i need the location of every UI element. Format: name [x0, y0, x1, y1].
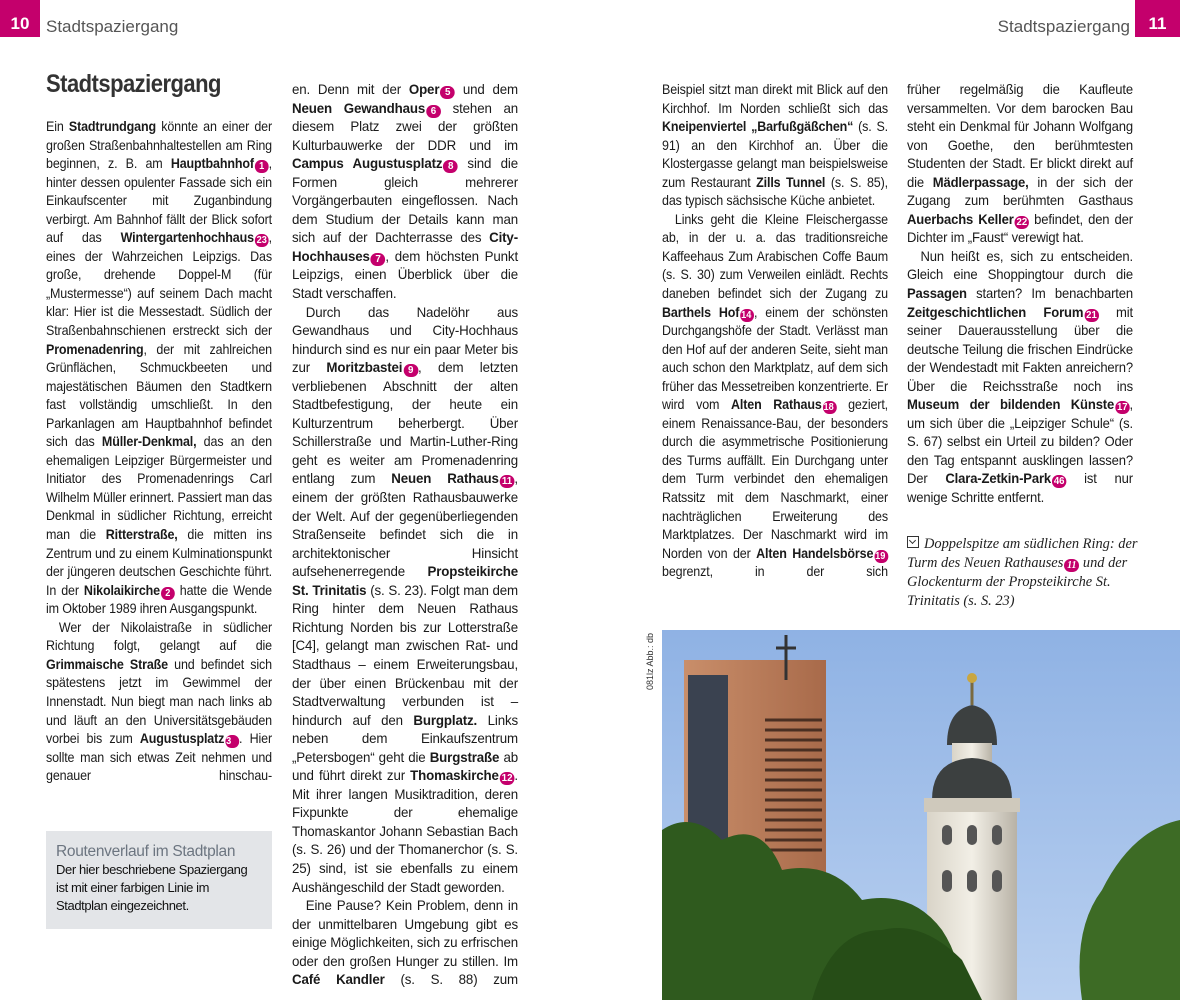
location-marker: 17: [1116, 402, 1128, 414]
place-name: Ritterstraße,: [105, 527, 178, 543]
place-name: Passagen: [907, 286, 967, 302]
location-marker: 14: [740, 309, 754, 322]
place-name: Zeitgeschichtlichen Forum: [907, 304, 1084, 320]
place-name: Barthels Hof: [662, 304, 740, 320]
place-name: Mädlerpassage,: [932, 174, 1029, 190]
place-name: Burgplatz.: [413, 712, 478, 728]
info-box-body: Der hier beschriebene Spaziergang ist mit einer farbigen Linie im Stadtplan eingezeichnet.: [56, 862, 248, 913]
place-name: Neuen Rathaus: [391, 471, 499, 487]
place-name: Promenadenring: [46, 341, 144, 357]
location-marker: 46: [1053, 476, 1065, 488]
place-name: City-Hochhauses: [292, 230, 518, 264]
caption-text-end: und der Glockenturm der Propsteikirche St. Trinitatis (s. S. 23): [907, 555, 1128, 609]
paragraph: Durch das Nadelöhr aus Gewandhaus und City-Hochhaus hindurch sind es nur ein paar Meter bis zur Moritzbastei 9 , dem letzten verbliebenen Abschnitt der alten Stadtbefestigung, der heute ein Kulturzentrum beherbergt. Über Schillerstraße und Martin-Luther-Ring geht es weiter am Promenadenring entlang zum Neuen Rathaus 11 , einem der größten Rathausbauwerke der Welt. Auf der gegenüberliegenden Straßenseite befindet sich die in architektonischer Hinsicht aufsehenerregende Propsteikirche St. Trinitatis (s. S. 23). Folgt man dem Ring hinter dem Neuen Rathaus Richtung Norden bis zur Lotterstraße [C4], gelangt man zwischen Rat- und Stadthaus – einem Erweiterungsbau, der über einen Brückenbau mit der Stadtverwaltung verbunden ist – hindurch auf den Burgplatz. Links neben dem Einkaufszentrum „Petersbogen“ geht die Burgstraße ab und führt direkt zur Thomaskirche 12 . Mit ihrer langen Musiktradition, deren Fixpunkte der ehemalige Thomaskantor Johann Sebastian Bach (s. S. 26) und der Thomanerchor (s. S. 25) sind, ist sie ebenfalls zu einem Aushängeschild der Stadt geworden.: [292, 304, 518, 895]
place-name: Müller-Denkmal,: [101, 434, 197, 450]
place-name: Propsteikirche St. Trinitatis: [292, 564, 518, 598]
place-name: Burgstraße: [429, 749, 500, 765]
text-column-1: [46, 118, 272, 786]
article-title: Stadtspaziergang: [46, 70, 221, 98]
text-column-4: [907, 81, 1133, 508]
paragraph: Beispiel sitzt man direkt mit Blick auf den Kirchhof. Im Norden schließt sich das Kneipenviertel „Barfußgäßchen“ (s. S. 91) an den Kirchhof an. Über die Klostergasse gelangt man beispielsweise zum Restaurant Zills Tunnel (s. S. 85), das typisch sächsische Küche anbietet.: [662, 82, 888, 209]
location-marker: 18: [823, 401, 837, 414]
location-marker: 23: [256, 235, 267, 247]
location-marker: 5: [440, 86, 455, 99]
place-name: Auerbachs Keller: [907, 211, 1014, 227]
photo-towers: [662, 630, 1180, 1000]
location-marker: 21: [1086, 309, 1097, 321]
place-name: Campus Augustusplatz: [292, 156, 443, 172]
location-marker: 3: [225, 735, 239, 748]
location-marker: 11: [1064, 559, 1079, 572]
page-number-left: 10: [0, 0, 40, 37]
location-marker: 19: [874, 550, 888, 563]
location-marker: 7: [371, 253, 386, 266]
place-name: Moritzbastei: [326, 360, 403, 376]
info-box-title: Routenverlauf im Stadtplan: [56, 843, 236, 860]
place-name: Wintergartenhochhaus: [120, 230, 254, 246]
route-info-box: [46, 831, 272, 929]
paragraph: früher regelmäßig die Kaufleute versammelten. Vor dem barocken Bau steht ein Denkmal für Johann Wolfgang von Goethe, den berühmtesten Studenten der Stadt. Er blickt direkt auf die Mädlerpassage, in der sich der Zugang zum berühmten Gasthaus Auerbachs Keller 22 befindet, den der Dichter im „Faust“ verewigt hat.: [907, 82, 1133, 246]
place-name: Nikolaikirche: [83, 582, 160, 598]
location-marker: 9: [403, 364, 418, 377]
paragraph: Nun heißt es, sich zu entscheiden. Gleich eine Shoppingtour durch die Passagen starten? Im benachbarten Zeitgeschichtlichen Forum 21 mit seiner Dauerausstellung über die deutsche Teilung die frischen Eindrücke der Wendestadt mit Fakten anreichern? Über die Reichsstraße noch ins Museum der bildenden Künste 17 , um sich über die „Leipziger Schule“ (s. S. 67) selbst ein Urteil zu bilden? Oder den Tag entspannt ausklingen lassen? Der Clara-Zetkin-Park 46 ist nur wenige Schritte entfernt.: [907, 248, 1133, 506]
location-marker: 1: [255, 160, 269, 173]
place-name: Alten Handelsbörse: [756, 545, 874, 561]
place-name: Thomaskirche: [410, 768, 499, 784]
location-marker: 12: [501, 773, 513, 785]
location-marker: 22: [1016, 216, 1028, 228]
place-name: Stadtrundgang: [68, 119, 157, 134]
page-number-right: 11: [1135, 0, 1180, 37]
place-name: Augustusplatz: [139, 731, 225, 747]
place-name: Café Kandler: [292, 972, 385, 988]
paragraph: Wer der Nikolaistraße in südlicher Richtung folgt, gelangt auf die Grimmaische Straße und befindet sich spätestens jetzt im Gewimmel der Innenstadt. Nun biegt man nach links ab und läuft an den Universitätsgebäuden vorbei bis zum Augustusplatz 3 . Hier sollte man sich etwas Zeit nehmen und genauer hinschau-: [46, 619, 272, 784]
place-name: Clara-Zetkin-Park: [945, 471, 1052, 487]
text-column-2: [292, 81, 518, 990]
paragraph: en. Denn mit der Oper 5 und dem Neuen Gewandhaus 6 stehen an diesem Platz zwei der größten Kulturbauwerke der DDR und im Campus Augustusplatz 8 sind die Formen gleich mehrerer Vorgängerbauten eingeflossen. Nach dem Studium der Details kann man sich auf der Dachterrasse des City-Hochhauses 7 , dem höchsten Punkt Leipzigs, einen Überblick über die Stadt verschaffen.: [292, 82, 518, 302]
arrow-down-box-icon: [907, 536, 919, 548]
place-name: Museum der bildenden Künste: [907, 397, 1115, 413]
paragraph: Links geht die Kleine Fleischergasse ab, in der u. a. das traditionsreiche Kaffeehaus Zum Arabischen Coffe Baum (s. S. 30) zum Verweilen einlädt. Rechts daneben befindet sich der Zugang zu Barthels Hof 14 , einem der schönsten Durchgangshöfe der Stadt. Verlässt man den Hof auf der anderen Seite, sieht man auch schon den Marktplatz, auf dem sich früher das Messetreiben konzentrierte. Er wird vom Alten Rathaus 18 geziert, einem Renaissance-Bau, der besonders durch die asymmetrische Positionierung des Turms auffällt. Ein Durchgang unter dem Turm verbindet den ehemaligen Ratssitz mit dem Naschmarkt, einer nachträglichen Erweiterung des Marktplatzes. Der Naschmarkt wird im Norden von der Alten Handelsbörse 19 begrenzt, in der sich: [662, 211, 889, 580]
running-head-left: Stadtspaziergang: [46, 17, 179, 36]
place-name: Kneipenviertel „Barfußgäßchen“: [662, 119, 854, 135]
place-name: Grimmaische Straße: [46, 656, 168, 672]
place-name: Alten Rathaus: [731, 397, 822, 413]
photo-caption: [907, 535, 1157, 611]
location-marker: 8: [443, 160, 458, 173]
place-name: Hauptbahnhof: [170, 156, 254, 172]
photo-credit: 081lz Abb.: db: [645, 632, 655, 690]
caption-text: Doppelspitze am südlichen Ring: der Turm des Neuen Rathauses: [907, 536, 1138, 571]
place-name: Oper: [408, 82, 440, 97]
location-marker: 11: [500, 475, 515, 488]
place-name: Zills Tunnel: [756, 174, 826, 190]
location-marker: 6: [426, 105, 441, 118]
place-name: Neuen Gewandhaus: [292, 100, 426, 116]
text-column-3: [662, 81, 888, 582]
running-head-right: Stadtspaziergang: [997, 17, 1130, 36]
paragraph: Ein Stadtrundgang könnte an einer der großen Straßenbahnhaltestellen am Ring beginnen, z. B. am Hauptbahnhof 1 , hinter dessen opulenter Fassade sich ein Einkaufscenter mit Zuganbindung verbirgt. Am Bahnhof fällt der Blick sofort auf das Wintergartenhochhaus 23 , eines der Wahrzeichen Leipzigs. Das große, drehende Doppel-M (für „Mustermesse“) auf seinem Dach macht klar: Hier ist die Messestadt. Südlich der Straßenbahnschienen erstreckt sich der Promenadenring, der mit zahlreichen Grünflächen, Schmuckbeeten und majestätischen Bäumen den Stadtkern fast vollständig umschließt. In den Parkanlagen am Hauptbahnhof befindet sich das Müller-Denkmal, das an den ehemaligen Leipziger Bürgermeister und Initiator des Promenadenrings Carl Wilhelm Müller erinnert. Passiert man das Denkmal in südlicher Richtung, erreicht man die Ritterstraße, die mitten ins Zentrum und zu einem Kulminationspunkt der jüngeren deutschen Geschichte führt. In der Nikolaikirche 2 hatte die Wende im Oktober 1989 ihren Ausgangspunkt.: [46, 119, 273, 617]
location-marker: 2: [161, 587, 175, 600]
paragraph: Eine Pause? Kein Problem, denn in der unmittelbaren Umgebung gibt es einige Möglichkeiten, sich zu erfrischen oder den großen Hunger zu stillen. Im Café Kandler (s. S. 88) zum: [292, 898, 518, 988]
